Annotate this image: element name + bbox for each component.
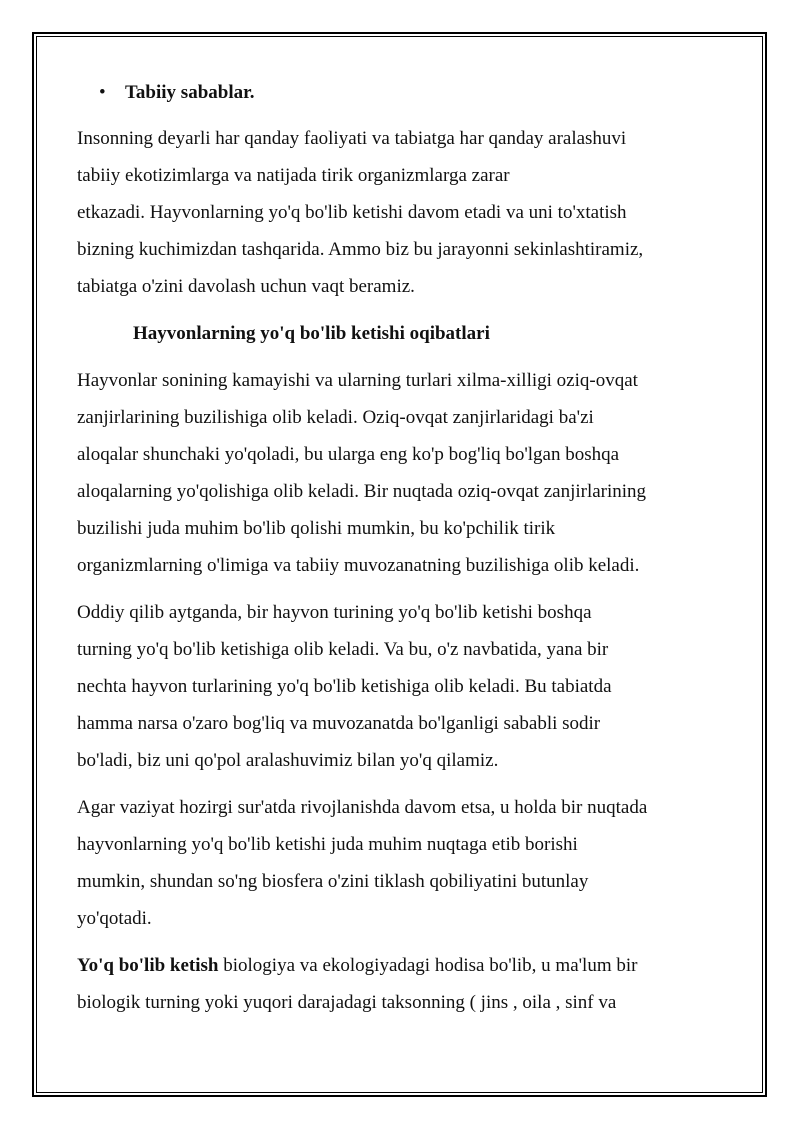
paragraph-3 [77, 594, 727, 779]
paragraph-line: tabiiy ekotizimlarga va natijada tirik organizmlarga zarar [77, 165, 510, 186]
paragraph-line: zanjirlarining buzilishiga olib keladi. Oziq-ovqat zanjirlaridagi ba'zi [77, 407, 594, 428]
paragraph-line: mumkin, shundan so'ng biosfera o'zini tiklash qobiliyatini butunlay [77, 871, 589, 892]
paragraph-line: Oddiy qilib aytganda, bir hayvon turining yo'q bo'lib ketishi boshqa [77, 602, 592, 623]
defined-term: Yo'q bo'lib ketish [77, 955, 219, 976]
bullet-item [77, 74, 727, 111]
paragraph-2 [77, 362, 727, 584]
paragraph-line: organizmlarning o'limiga va tabiiy muvozanatning buzilishiga olib keladi. [77, 555, 640, 576]
bullet-text: Tabiiy sabablar. [125, 82, 255, 103]
paragraph-line: Hayvonlar sonining kamayishi va ularning turlari xilma-xilligi oziq-ovqat [77, 370, 638, 391]
paragraph-1 [77, 120, 727, 305]
paragraph-line: Insonning deyarli har qanday faoliyati va tabiatga har qanday aralashuvi [77, 128, 627, 149]
paragraph-line: aloqalarning yo'qolishiga olib keladi. Bir nuqtada oziq-ovqat zanjirlarining [77, 481, 647, 502]
paragraph-line: hamma narsa o'zaro bog'liq va muvozanatda bo'lganligi sababli sodir [77, 713, 601, 734]
section-heading: Hayvonlarning yo'q bo'lib ketishi oqibatlari [133, 323, 490, 344]
paragraph-5 [77, 947, 727, 1021]
paragraph-line: etkazadi. Hayvonlarning yo'q bo'lib ketishi davom etadi va uni to'xtatish [77, 202, 627, 223]
paragraph-line: yo'qotadi. [77, 908, 152, 929]
bullet-icon: • [99, 82, 106, 103]
paragraph-line: bo'ladi, biz uni qo'pol aralashuvimiz bilan yo'q qilamiz. [77, 750, 499, 771]
paragraph-4 [77, 789, 727, 937]
paragraph-line: bizning kuchimizdan tashqarida. Ammo biz bu jarayonni sekinlashtiramiz, [77, 239, 644, 260]
paragraph-line: turning yo'q bo'lib ketishiga olib keladi. Va bu, o'z navbatida, yana bir [77, 639, 609, 660]
paragraph-line: Agar vaziyat hozirgi sur'atda rivojlanishda davom etsa, u holda bir nuqtada [77, 797, 648, 818]
paragraph-line: buzilishi juda muhim bo'lib qolishi mumkin, bu ko'pchilik tirik [77, 518, 556, 539]
paragraph-line: hayvonlarning yo'q bo'lib ketishi juda muhim nuqtaga etib borishi [77, 834, 578, 855]
document-body [77, 74, 727, 1031]
paragraph-line: biologik turning yoki yuqori darajadagi taksonning ( jins , oila , sinf va [77, 992, 617, 1013]
paragraph-line: tabiatga o'zini davolash uchun vaqt beramiz. [77, 276, 415, 297]
paragraph-line: biologiya va ekologiyadagi hodisa bo'lib, u ma'lum bir [218, 955, 638, 976]
paragraph-line: nechta hayvon turlarining yo'q bo'lib ketishiga olib keladi. Bu tabiatda [77, 676, 612, 697]
paragraph-line: aloqalar shunchaki yo'qoladi, bu ularga eng ko'p bog'liq bo'lgan boshqa [77, 444, 620, 465]
